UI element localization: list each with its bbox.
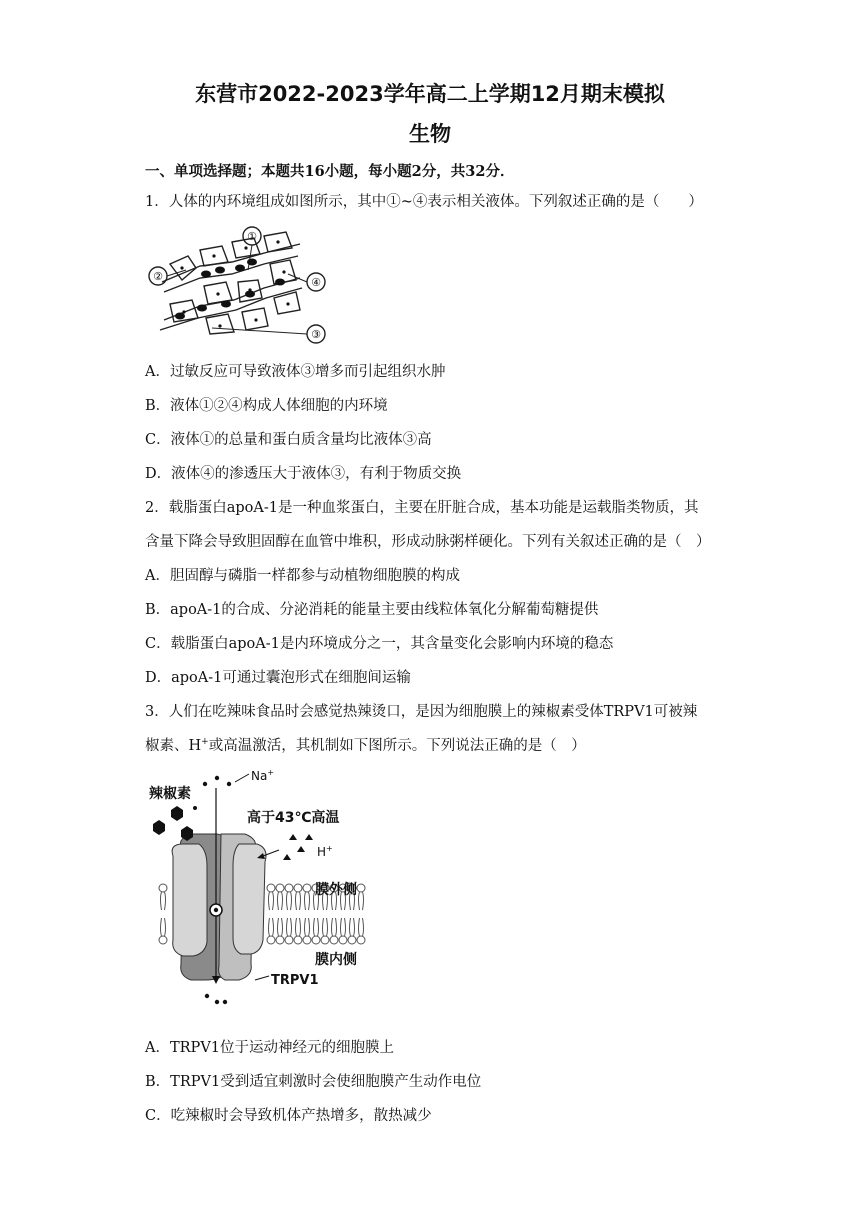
q1-option-b: B．液体①②④构成人体细胞的内环境 — [145, 398, 388, 414]
label-2: ② — [153, 270, 163, 283]
label-3: ③ — [311, 328, 321, 341]
q2-stem-line1: 2．载脂蛋白apoA-1是一种血浆蛋白，主要在肝脏合成，基本功能是运载脂类物质，其 — [145, 500, 699, 516]
lipid-tail — [332, 918, 337, 936]
lipid-head — [294, 884, 302, 892]
lipid-head — [267, 936, 275, 944]
lipid-head — [321, 936, 329, 944]
lipid-tail — [350, 918, 355, 936]
lipid-tail — [296, 892, 301, 910]
lipid-tail — [287, 892, 292, 910]
lipid-head — [303, 936, 311, 944]
svg-text:H+ — [317, 844, 333, 859]
lipid-head — [276, 936, 284, 944]
lipid-tail — [278, 892, 283, 910]
q1-option-a: A．过敏反应可导致液体③增多而引起组织水肿 — [145, 364, 446, 380]
lipid-tail — [161, 918, 166, 936]
capsaicin-label: 辣椒素 — [149, 786, 191, 802]
lipid-head — [357, 884, 365, 892]
exam-title: 东营市2022-2023学年高二上学期12月期末模拟 — [195, 82, 665, 106]
section-heading: 一、单项选择题；本题共16小题，每小题2分，共32分． — [145, 163, 515, 180]
lipid-tail — [278, 918, 283, 936]
h-label: H — [317, 845, 327, 859]
lipid-head — [312, 936, 320, 944]
lipid-tail — [269, 892, 274, 910]
heat-label: 高于43℃高温 — [247, 810, 340, 826]
trpv1-figure — [145, 770, 375, 1010]
lipid-tail — [359, 918, 364, 936]
lipid-head — [285, 884, 293, 892]
lipid-tail — [305, 918, 310, 936]
q2-option-b: B．apoA-1的合成、分泌消耗的能量主要由线粒体氧化分解葡萄糖提供 — [145, 602, 599, 618]
q3-option-b: B．TRPV1受到适宜刺激时会使细胞膜产生动作电位 — [145, 1074, 482, 1090]
lipid-head — [330, 936, 338, 944]
h-sup: + — [326, 844, 333, 853]
lipid-tail — [314, 918, 319, 936]
q1-option-d: D．液体④的渗透压大于液体③，有利于物质交换 — [145, 466, 462, 482]
lipid-head — [276, 884, 284, 892]
q2-stem-line2: 含量下降会导致胆固醇在血管中堆积，形成动脉粥样硬化。下列有关叙述正确的是（ ） — [145, 534, 711, 550]
lipid-tail — [296, 918, 301, 936]
lipid-head — [159, 936, 167, 944]
trpv1-label: TRPV1 — [271, 973, 319, 988]
na-label: Na — [251, 770, 268, 783]
lipid-head — [348, 936, 356, 944]
q2-option-d: D．apoA-1可通过囊泡形式在细胞间运输 — [145, 670, 411, 686]
lipid-head — [303, 884, 311, 892]
lipid-head — [285, 936, 293, 944]
label-1: ① — [247, 230, 257, 243]
lipid-tail — [305, 892, 310, 910]
q2-option-c: C．载脂蛋白apoA-1是内环境成分之一，其含量变化会影响内环境的稳态 — [145, 636, 614, 652]
label-4: ④ — [311, 276, 321, 289]
lipid-head — [267, 884, 275, 892]
q1-option-c: C．液体①的总量和蛋白质含量均比液体③高 — [145, 432, 432, 448]
lipid-tail — [287, 918, 292, 936]
lipid-tail — [359, 892, 364, 910]
lipid-head — [339, 936, 347, 944]
q3-stem-line1: 3．人们在吃辣味食品时会感觉热辣烫口，是因为细胞膜上的辣椒素受体TRPV1可被辣 — [145, 704, 698, 720]
body-fluid-figure — [140, 222, 340, 344]
q3-option-a: A．TRPV1位于运动神经元的细胞膜上 — [145, 1040, 395, 1056]
outside-label: 膜外侧 — [315, 882, 357, 898]
q3-option-c: C．吃辣椒时会导致机体产热增多，散热减少 — [145, 1108, 432, 1124]
lipid-tail — [341, 918, 346, 936]
q1-stem: 1．人体的内环境组成如图所示，其中①~④表示相关液体。下列叙述正确的是（ ） — [145, 194, 703, 210]
q2-option-a: A．胆固醇与磷脂一样都参与动植物细胞膜的构成 — [145, 568, 460, 584]
lipid-head — [294, 936, 302, 944]
lipid-tail — [269, 918, 274, 936]
lipid-head — [357, 936, 365, 944]
lipid-head — [159, 884, 167, 892]
q3-stem-line2: 椒素、H+或高温激活，其机制如下图所示。下列说法正确的是（ ） — [145, 737, 586, 754]
inside-label: 膜内侧 — [315, 952, 357, 968]
svg-text:Na+ — [251, 770, 274, 783]
subject-title: 生物 — [409, 122, 451, 146]
lipid-tail — [323, 918, 328, 936]
na-sup: + — [267, 770, 275, 777]
lipid-tail — [161, 892, 166, 910]
